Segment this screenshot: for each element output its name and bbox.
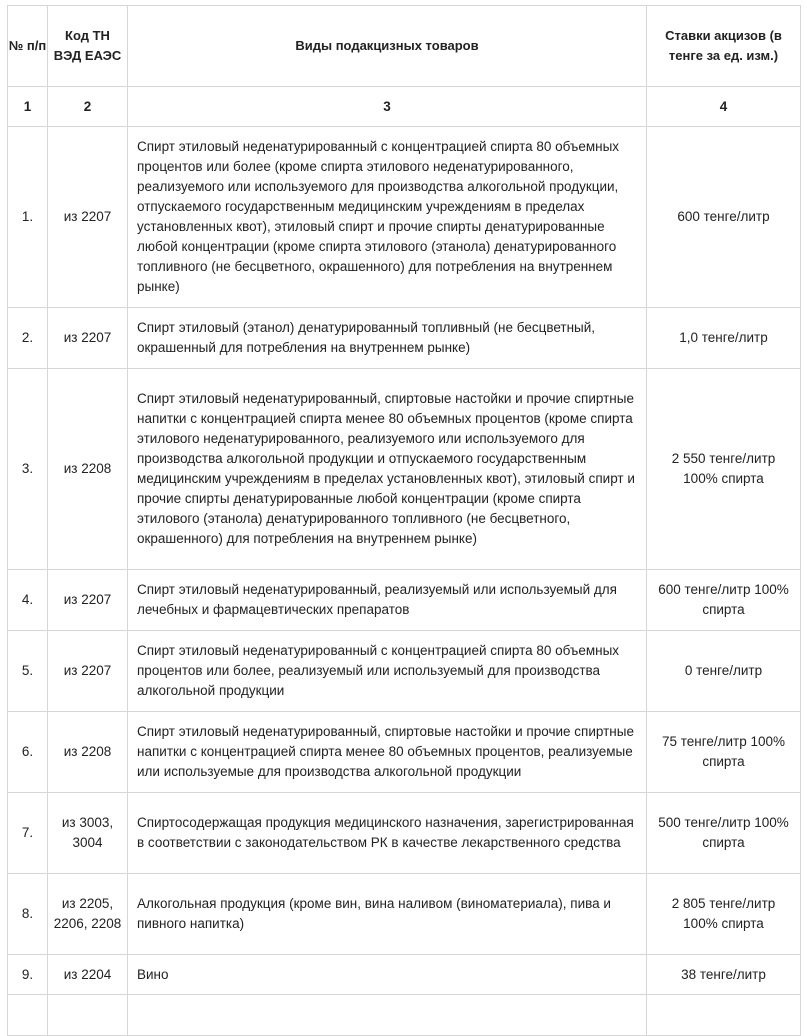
row-description: Спирт этиловый неденатурированный, спиртовые настойки и прочие спиртные напитки с концентрацией спирта менее 80 объемных процентов (кроме спирта этилового неденатурированного, реализуемого или используемого для производства алкогольной продукции и отпускаемого государственным медицинским учреждениям в пределах установленных квот), этиловый спирт и прочие спирты денатурированные любой концентрации (кроме спирта этилового (этанола) денатурированного топливного (не бесцветного, окрашенного) для потребления на внутреннем рынке) <box>128 369 647 570</box>
row-code: из 3003, 3004 <box>48 793 128 874</box>
row-description: Вино <box>128 955 647 995</box>
column-number-3: 3 <box>128 87 647 127</box>
empty-cell <box>8 995 48 1036</box>
row-rate: 0 тенге/литр <box>647 631 801 712</box>
row-rate: 600 тенге/литр 100% спирта <box>647 570 801 631</box>
row-code: из 2208 <box>48 712 128 793</box>
table-row <box>8 369 801 570</box>
table-row <box>8 631 801 712</box>
header-goods: Виды подакцизных товаров <box>128 6 647 87</box>
row-description: Спирт этиловый неденатурированный, реализуемый или используемый для лечебных и фармацевтических препаратов <box>128 570 647 631</box>
row-code: из 2207 <box>48 308 128 369</box>
table-row <box>8 712 801 793</box>
table-row-partial <box>8 995 801 1036</box>
row-rate: 2 805 тенге/литр 100% спирта <box>647 874 801 955</box>
row-rate: 600 тенге/литр <box>647 127 801 308</box>
header-num: № п/п <box>8 6 48 87</box>
header-rate: Ставки акцизов (в тенге за ед. изм.) <box>647 6 801 87</box>
row-number: 8. <box>8 874 48 955</box>
row-description: Спирт этиловый неденатурированный с концентрацией спирта 80 объемных процентов или более, реализуемый или используемый для производства алкогольной продукции <box>128 631 647 712</box>
row-code: из 2208 <box>48 369 128 570</box>
row-description: Спирт этиловый неденатурированный с концентрацией спирта 80 объемных процентов или более (кроме спирта этилового неденатурированного, реализуемого или используемого для производства алкогольной продукции, отпускаемого государственным медицинским учреждениям в пределах установленных квот), этиловый спирт и прочие спирты денатурированные любой концентрации (кроме спирта этилового (этанола) денатурированного топливного (не бесцветного, окрашенного) для потребления на внутреннем рынке) <box>128 127 647 308</box>
row-number: 1. <box>8 127 48 308</box>
row-number: 6. <box>8 712 48 793</box>
table-row <box>8 793 801 874</box>
table-row <box>8 874 801 955</box>
row-description: Спирт этиловый (этанол) денатурированный топливный (не бесцветный, окрашенный для потребления на внутреннем рынке) <box>128 308 647 369</box>
excise-rates-table <box>7 5 801 1036</box>
row-number: 9. <box>8 955 48 995</box>
column-number-row <box>8 87 801 127</box>
row-description: Спиртосодержащая продукция медицинского назначения, зарегистрированная в соответствии с законодательством РК в качестве лекарственного средства <box>128 793 647 874</box>
row-number: 4. <box>8 570 48 631</box>
row-rate: 1,0 тенге/литр <box>647 308 801 369</box>
row-code: из 2207 <box>48 127 128 308</box>
row-number: 5. <box>8 631 48 712</box>
row-description: Спирт этиловый неденатурированный, спиртовые настойки и прочие спиртные напитки с концентрацией спирта менее 80 объемных процентов, реализуемые или используемые для производства алкогольной продукции <box>128 712 647 793</box>
table-row <box>8 570 801 631</box>
empty-cell <box>48 995 128 1036</box>
row-number: 7. <box>8 793 48 874</box>
table-row <box>8 955 801 995</box>
row-code: из 2207 <box>48 631 128 712</box>
row-number: 3. <box>8 369 48 570</box>
row-code: из 2207 <box>48 570 128 631</box>
row-rate: 2 550 тенге/литр 100% спирта <box>647 369 801 570</box>
table-row <box>8 127 801 308</box>
empty-cell <box>128 995 647 1036</box>
row-number: 2. <box>8 308 48 369</box>
row-rate: 500 тенге/литр 100% спирта <box>647 793 801 874</box>
header-code: Код ТН ВЭД ЕАЭС <box>48 6 128 87</box>
row-code: из 2205, 2206, 2208 <box>48 874 128 955</box>
row-code: из 2204 <box>48 955 128 995</box>
column-number-1: 1 <box>8 87 48 127</box>
empty-cell <box>647 995 801 1036</box>
table-row <box>8 308 801 369</box>
header-row <box>8 6 801 87</box>
row-rate: 75 тенге/литр 100% спирта <box>647 712 801 793</box>
column-number-4: 4 <box>647 87 801 127</box>
column-number-2: 2 <box>48 87 128 127</box>
row-rate: 38 тенге/литр <box>647 955 801 995</box>
row-description: Алкогольная продукция (кроме вин, вина наливом (виноматериала), пива и пивного напитка) <box>128 874 647 955</box>
